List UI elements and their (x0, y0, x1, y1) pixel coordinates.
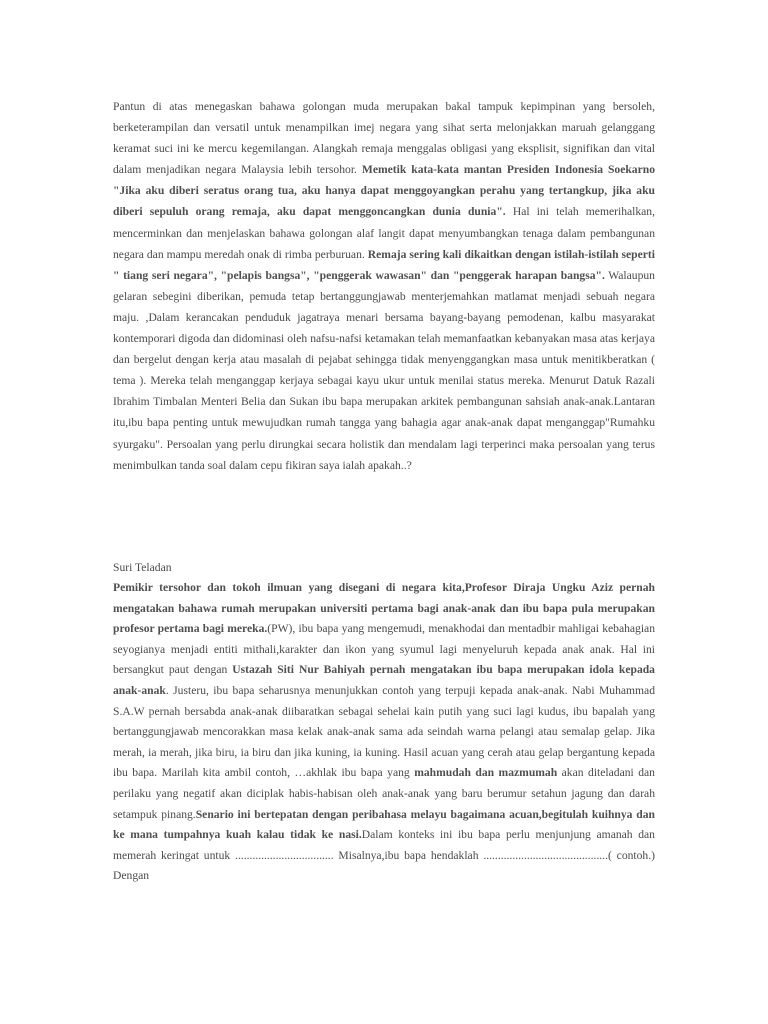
section-heading: Suri Teladan (113, 561, 172, 574)
text-run: . Justeru, ibu bapa seharusnya menunjukkan contoh yang terpuji kepada anak-anak. Nabi Muhammad S.A.W pernah bersabda anak-anak diibaratkan sebagai sehelai kain putih yang suci lagi kudus, ibu bapalah yang bertanggungjawab mencorakkan masa kelak anak-anak sama ada seindah warna pelangi atau semalap gelap. Jika merah, ia merah, jika biru, ia biru dan jika kuning, ia kuning. Hasil acuan yang cerah atau gelap bergantung kepada ibu bapa. Marilah kita ambil contoh, …akhlak ibu bapa yang (113, 683, 655, 780)
bold-mahmudah: mahmudah dan mazmumah (414, 766, 558, 780)
bold-ungku-aziz: Pemikir tersohor dan tokoh ilmuan yang disegani di negara kita,Profesor Diraja Ungku Aziz pernah mengatakan bahawa rumah merupakan universiti pertama bagi anak-anak dan ibu bapa pula merupakan profesor pertama bagi mereka. (113, 581, 655, 636)
text-run: Walaupun gelaran sebegini diberikan, pemuda tetap bertanggungjawab menterjemahkan matlamat menjadi sebuah negara maju. ,Dalam kerancakan penduduk jagatraya menari bersama bayang-bayang pemodenan, kalbu masyarakat kontemporari digoda dan didominasi oleh nafsu-nafsi ketamakan telah memanfaatkan kebanyakan masa atas kerjaya dan bergelut dengan kerja atau masalah di pejabat sehingga tidak menyenggangkan masa untuk menitikberatkan ( tema ). Mereka telah menganggap kerjaya sebagai kayu ukur untuk menilai status mereka. Menurut Datuk Razali Ibrahim Timbalan Menteri Belia dan Sukan ibu bapa merupakan arkitek pembangunan sahsiah anak-anak.Lantaran itu,ibu bapa penting untuk mewujudkan rumah tangga yang bahagia agar anak-anak dapat menganggap"Rumahku syurgaku". Persoalan yang perlu dirungkai secara holistik dan mendalam lagi terperinci maka persoalan yang terus menimbulkan tanda soal dalam cepu fikiran saya ialah apakah..? (113, 268, 655, 472)
bold-quote-soekarno: Memetik kata-kata mantan Presiden Indonesia Soekarno "Jika aku diberi seratus orang tua, aku hanya dapat menggoyangkan perahu yang tertangkup, jika aku diberi sepuluh orang remaja, aku dapat menggoncangkan dunia dunia". (113, 163, 655, 219)
paragraph-suri-teladan (113, 578, 655, 887)
bold-peribahasa: Senario ini bertepatan dengan peribahasa melayu bagaimana acuan,begitulah kuihnya dan ke mana tumpahnya kuah kalau tidak ke nasi. (113, 807, 655, 842)
text-run: Dalam konteks ini ibu bapa perlu menjunjung amanah dan memerah keringat untuk .................................. Misalnya,ibu bapa hendaklah ...........................................( contoh.) Dengan (113, 828, 655, 883)
text-run: Hal ini telah memerihalkan, mencerminkan dan menjelaskan bahawa golongan alaf langit dapat menyumbangkan tenaga dalam pembangunan negara dan mampu meredah onak di rimba perburuan. (113, 205, 655, 261)
paragraph-intro-text (113, 96, 655, 476)
text-run: akan diteladani dan perilaku yang negatif akan diciplak habis-habisan oleh anak-anak yang baru berumur setahun jagung dan darah setampuk pinang. (113, 766, 655, 821)
bold-remaja-istilah: Remaja sering kali dikaitkan dengan istilah-istilah seperti " tiang seri negara", "pelapis bangsa", "penggerak wawasan" dan "penggerak harapan bangsa". (113, 247, 656, 282)
paragraph-intro (113, 96, 655, 476)
paragraph-suri-teladan-text (113, 578, 655, 887)
bold-ustazah-quote: Ustazah Siti Nur Bahiyah pernah mengatakan ibu bapa merupakan idola kepada anak-anak (113, 663, 655, 697)
text-run: Pantun di atas menegaskan bahawa golongan muda merupakan bakal tampuk kepimpinan yang bersoleh, berketerampilan dan versatil untuk menampilkan imej negara yang sihat serta melonjakkan maruah gelanggang keramat suci ini ke mercu kegemilangan. Alangkah remaja menggalas obligasi yang eksplisit, signifikan dan vital dalam menjadikan negara Malaysia lebih tersohor. (113, 100, 655, 177)
text-run: (PW), ibu bapa yang mengemudi, menakhodai dan mentadbir mahligai kebahagian seyogianya menjadi entiti mithali,karakter dan ikon yang syumul lagi menyeluruh kepada anak anak. Hal ini bersangkut paut dengan (113, 622, 655, 677)
